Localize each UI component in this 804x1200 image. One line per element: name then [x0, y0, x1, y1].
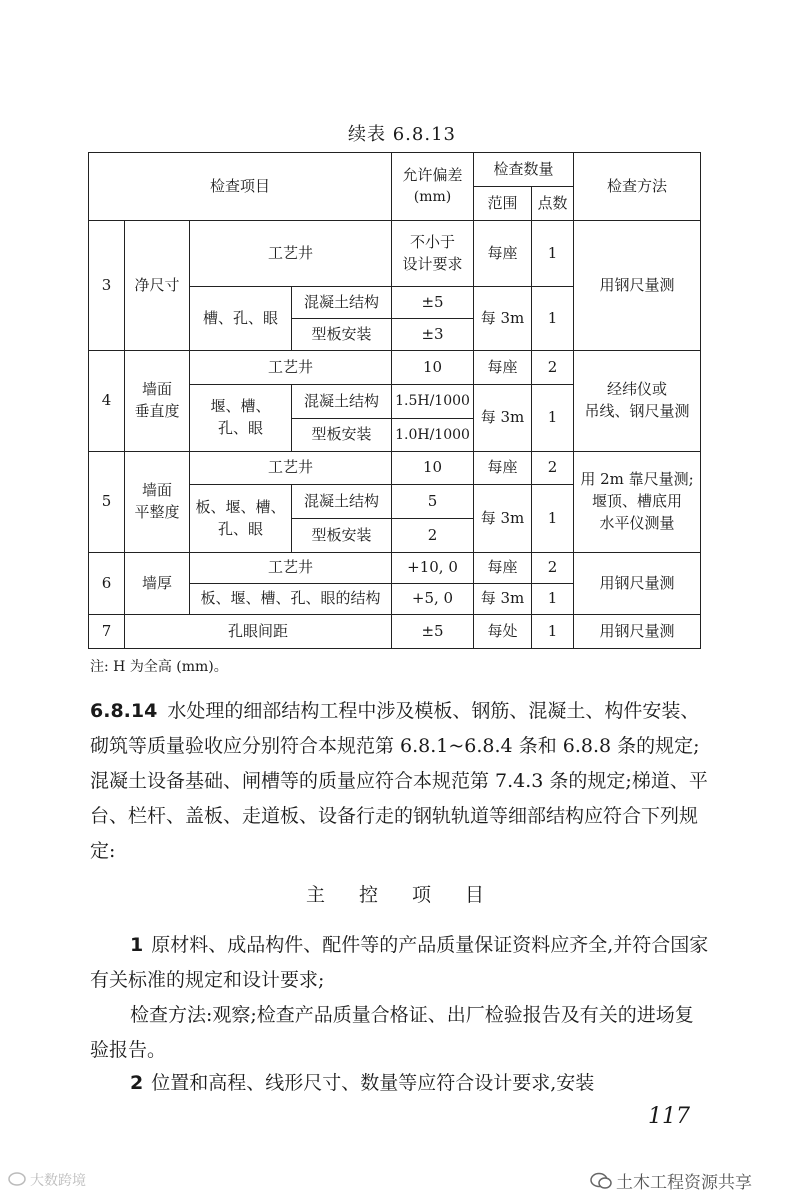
well-tolerance: 10 — [392, 351, 474, 385]
well-points: 1 — [532, 221, 574, 287]
sub-tolerance: 1.0H/1000 — [392, 419, 474, 452]
row-name: 墙面 垂直度 — [125, 351, 190, 452]
row-method: 经纬仪或 吊线、钢尺量测 — [574, 351, 701, 452]
sub-group: 槽、孔、眼 — [190, 287, 292, 351]
sub-group: 堰、槽、 孔、眼 — [190, 385, 292, 452]
sub-label: 型板安装 — [292, 319, 392, 351]
well-range: 每座 — [474, 553, 532, 584]
header-quantity: 检查数量 — [474, 153, 574, 187]
sub-group: 板、堰、槽、 孔、眼 — [190, 485, 292, 553]
inspection-method-paragraph: 检查方法:观察;检查产品质量合格证、出厂检验报告及有关的进场复验报告。 — [90, 1004, 694, 1061]
wechat-icon — [590, 1172, 612, 1195]
sub-label: 型板安装 — [292, 519, 392, 553]
sub-range: 每 3m — [474, 385, 532, 452]
sub-label: 混凝土结构 — [292, 287, 392, 319]
clause-number: 6.8.14 — [90, 700, 158, 722]
row-number: 5 — [89, 452, 125, 553]
sub-tolerance: ±3 — [392, 319, 474, 351]
row-name: 墙厚 — [125, 553, 190, 615]
well-range: 每座 — [474, 221, 532, 287]
well-tolerance: 10 — [392, 452, 474, 485]
well-range: 每座 — [474, 351, 532, 385]
other-label: 板、堰、槽、孔、眼的结构 — [190, 584, 392, 615]
watermark-right: 土木工程资源共享 — [590, 1168, 752, 1195]
row-number: 7 — [89, 615, 125, 649]
sub-tolerance: ±5 — [392, 287, 474, 319]
sub-tolerance: 2 — [392, 519, 474, 553]
page-number: 117 — [648, 1104, 690, 1129]
sub-range: 每 3m — [474, 287, 532, 351]
watermark-logo-icon — [8, 1172, 26, 1190]
well-points: 2 — [532, 553, 574, 584]
row-number: 6 — [89, 553, 125, 615]
watermark-left: 大数跨境 — [8, 1170, 86, 1190]
row-tolerance: ±5 — [392, 615, 474, 649]
well-range: 每座 — [474, 452, 532, 485]
other-range: 每 3m — [474, 584, 532, 615]
item-number: 2 — [130, 1072, 144, 1094]
item-paragraph — [90, 1066, 710, 1101]
row-name: 孔眼间距 — [125, 615, 392, 649]
header-tolerance: 允许偏差 (mm) — [392, 153, 474, 221]
row-method: 用钢尺量测 — [574, 553, 701, 615]
section-heading: 主 控 项 目 — [305, 884, 499, 906]
sub-range: 每 3m — [474, 485, 532, 553]
row-number: 4 — [89, 351, 125, 452]
clause-paragraph — [90, 694, 710, 869]
row-method: 用 2m 靠尺量测; 堰顶、槽底用 水平仪测量 — [574, 452, 701, 553]
sub-tolerance: 5 — [392, 485, 474, 519]
well-label: 工艺井 — [190, 553, 392, 584]
table-note: 注: H 为全高 (mm)。 — [90, 659, 228, 675]
other-tolerance: +5, 0 — [392, 584, 474, 615]
well-points: 2 — [532, 351, 574, 385]
other-points: 1 — [532, 584, 574, 615]
header-method: 检查方法 — [574, 153, 701, 221]
well-points: 2 — [532, 452, 574, 485]
item-number: 1 — [130, 934, 144, 956]
item-paragraph — [90, 928, 710, 998]
sub-label: 混凝土结构 — [292, 485, 392, 519]
row-number: 3 — [89, 221, 125, 351]
header-range: 范围 — [474, 187, 532, 221]
row-name: 墙面 平整度 — [125, 452, 190, 553]
sub-points: 1 — [532, 485, 574, 553]
sub-points: 1 — [532, 385, 574, 452]
row-range: 每处 — [474, 615, 532, 649]
row-points: 1 — [532, 615, 574, 649]
inspection-table — [88, 152, 701, 649]
header-points: 点数 — [532, 187, 574, 221]
well-label: 工艺井 — [190, 221, 392, 287]
well-tolerance: 不小于 设计要求 — [392, 221, 474, 287]
table-caption: 续表 6.8.13 — [348, 124, 456, 145]
sub-label: 型板安装 — [292, 419, 392, 452]
item-text: 原材料、成品构件、配件等的产品质量保证资料应齐全,并符合国家有关标准的规定和设计要求; — [90, 934, 709, 991]
row-method: 用钢尺量测 — [574, 615, 701, 649]
well-tolerance: +10, 0 — [392, 553, 474, 584]
item-text: 位置和高程、线形尺寸、数量等应符合设计要求,安装 — [151, 1072, 595, 1094]
sub-points: 1 — [532, 287, 574, 351]
header-item: 检查项目 — [89, 153, 392, 221]
sub-tolerance: 1.5H/1000 — [392, 385, 474, 419]
sub-label: 混凝土结构 — [292, 385, 392, 419]
well-label: 工艺井 — [190, 351, 392, 385]
well-label: 工艺井 — [190, 452, 392, 485]
row-name: 净尺寸 — [125, 221, 190, 351]
clause-text: 水处理的细部结构工程中涉及模板、钢筋、混凝土、构件安装、砌筑等质量验收应分别符合本规范第 6.8.1~6.8.4 条和 6.8.8 条的规定;混凝土设备基础、闸槽等的质量应符合本规范第 7.4.3 条的规定;梯道、平台、栏杆、盖板、走道板、设备行走的钢轨轨道等细部结构应符合下列规定: — [90, 700, 708, 862]
row-method: 用钢尺量测 — [574, 221, 701, 351]
